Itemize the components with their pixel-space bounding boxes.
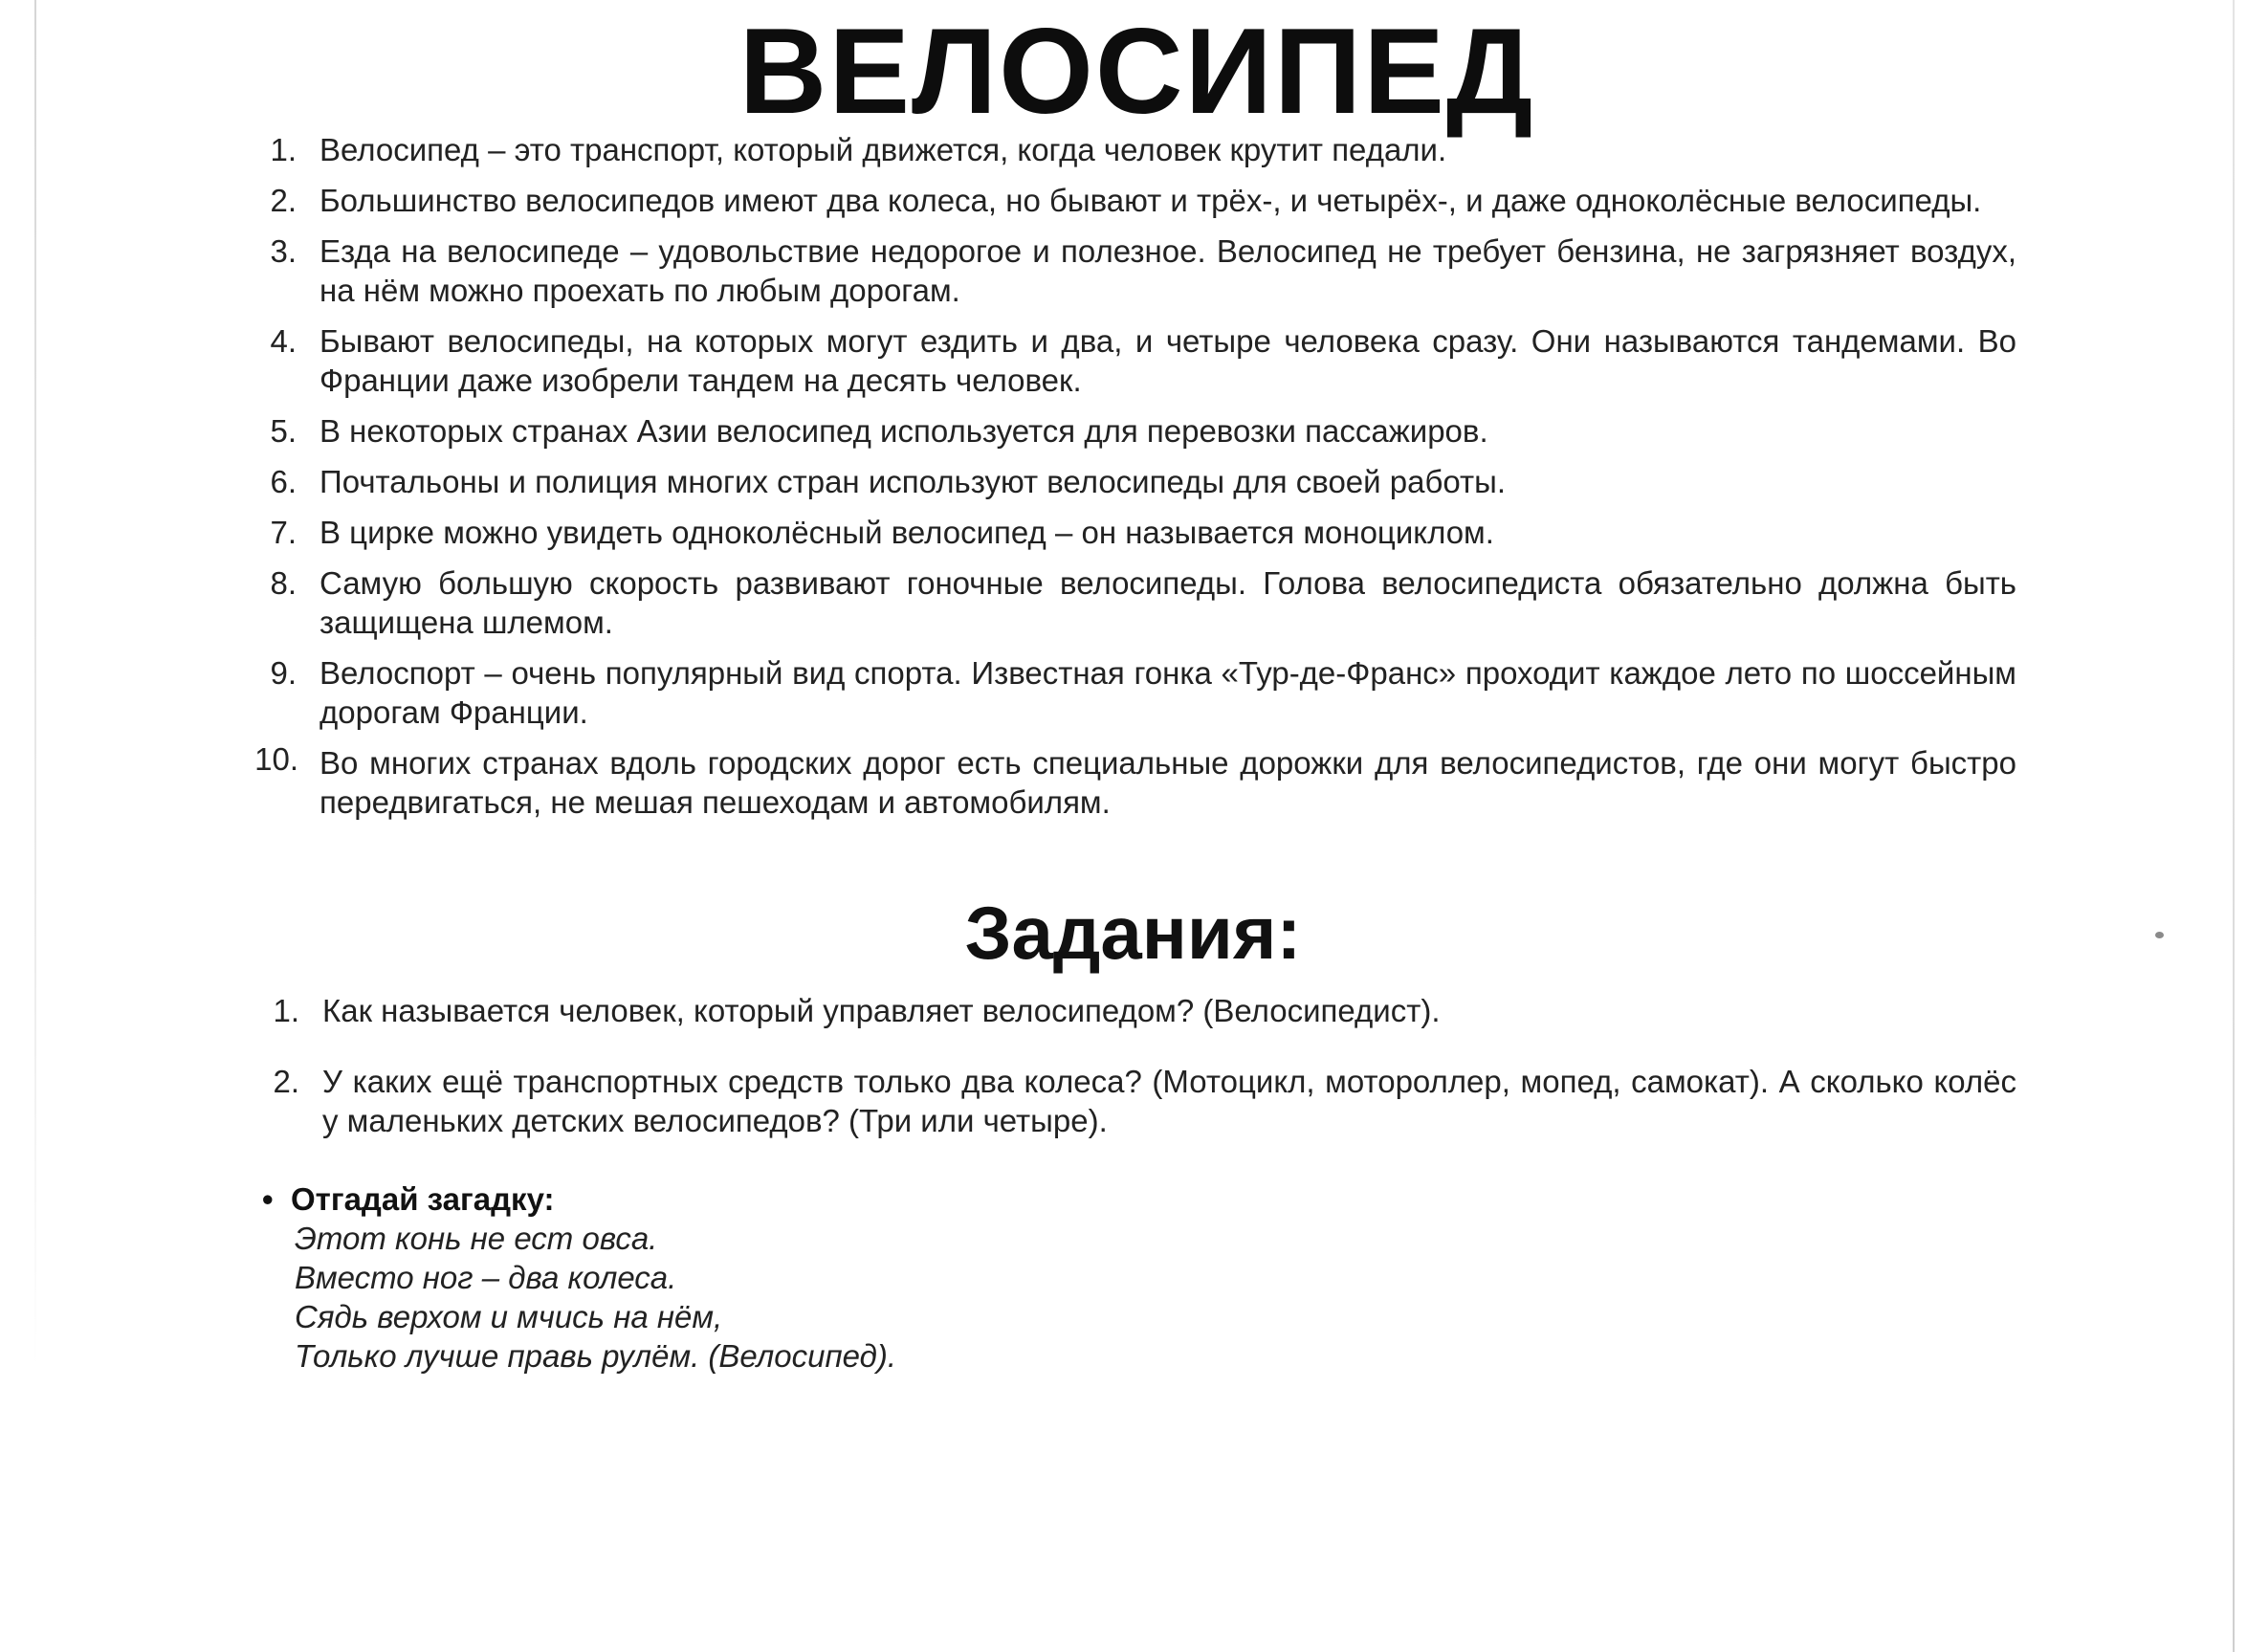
- page-title: ВЕЛОСИПЕД: [738, 3, 1535, 139]
- fact-item: [251, 181, 2016, 220]
- riddle-line: Только лучше правь рулём. (Велосипед).: [295, 1338, 897, 1374]
- fact-item: [251, 411, 2016, 451]
- facts-list: [251, 130, 2016, 833]
- riddle-line: Вместо ног – два колеса.: [295, 1260, 677, 1295]
- fact-item: [251, 130, 2016, 169]
- fact-text: В некоторых странах Азии велосипед используется для перевозки пассажиров.: [319, 413, 1488, 449]
- fact-item: [251, 513, 2016, 552]
- fact-item: [251, 231, 2016, 310]
- fact-text: Езда на велосипеде – удовольствие недорогое и полезное. Велосипед не требует бензина, не загрязняет воздух, на нём можно проехать по любым дорогам.: [319, 233, 2016, 308]
- fact-item: [251, 563, 2016, 642]
- task-text: У каких ещё транспортных средств только два колеса? (Мотоцикл, мотороллер, мопед, самокат). А сколько колёс у маленьких детских велосипедов? (Три или четыре).: [322, 1064, 2016, 1138]
- riddle-lines: [262, 1219, 1123, 1376]
- fact-number: 8.: [270, 565, 297, 601]
- scan-right-edge: [2233, 0, 2235, 1652]
- fact-text: Большинство велосипедов имеют два колеса, но бывают и трёх-, и четырёх-, и даже одноколёсные велосипеды.: [319, 183, 1982, 218]
- fact-number: 4.: [270, 323, 297, 359]
- fact-number: 10.: [254, 741, 298, 777]
- fact-text: Велоспорт – очень популярный вид спорта. Известная гонка «Тур-де-Франс» проходит каждое лето по шоссейным дорогам Франции.: [319, 655, 2016, 730]
- fact-number: 6.: [270, 464, 297, 499]
- fact-number: 3.: [270, 233, 297, 269]
- task-text: Как называется человек, который управляет велосипедом? (Велосипедист).: [322, 993, 1441, 1028]
- riddle-block: [262, 1179, 1123, 1376]
- fact-text: Во многих странах вдоль городских дорог есть специальные дорожки для велосипедистов, где они могут быстро передвигаться, не мешая пешеходам и автомобилям.: [319, 745, 2016, 820]
- scan-left-edge: [34, 0, 36, 1368]
- task-number: 1.: [273, 993, 299, 1028]
- fact-number: 1.: [270, 132, 297, 167]
- fact-text: Почтальоны и полиция многих стран используют велосипеды для своей работы.: [319, 464, 1506, 499]
- riddle-heading-text: Отгадай загадку:: [291, 1181, 555, 1217]
- task-item: [253, 1062, 2016, 1140]
- riddle-heading: [262, 1179, 1123, 1219]
- fact-text: Самую большую скорость развивают гоночные велосипеды. Голова велосипедиста обязательно должна быть защищена шлемом.: [319, 565, 2016, 640]
- riddle-line: Сядь верхом и мчись на нём,: [295, 1299, 723, 1334]
- tasks-title: Задания:: [964, 891, 1302, 975]
- fact-number: 5.: [270, 413, 297, 449]
- fact-number: 2.: [270, 183, 297, 218]
- task-item: [253, 991, 2016, 1030]
- bullet-icon: •: [262, 1181, 274, 1217]
- fact-text: Велосипед – это транспорт, который движется, когда человек крутит педали.: [319, 132, 1447, 167]
- fact-text: Бывают велосипеды, на которых могут ездить и два, и четыре человека сразу. Они называются тандемами. Во Франции даже изобрели тандем на десять человек.: [319, 323, 2016, 398]
- fact-number: 7.: [270, 515, 297, 550]
- fact-number: 9.: [270, 655, 297, 691]
- tasks-list: [253, 991, 2016, 1172]
- fact-item: [251, 462, 2016, 501]
- task-number: 2.: [273, 1064, 299, 1099]
- fact-item: [251, 743, 2016, 822]
- fact-text: В цирке можно увидеть одноколёсный велосипед – он называется моноциклом.: [319, 515, 1494, 550]
- fact-item: [251, 653, 2016, 732]
- riddle-line: Этот конь не ест овса.: [295, 1221, 658, 1256]
- fact-item: [251, 321, 2016, 400]
